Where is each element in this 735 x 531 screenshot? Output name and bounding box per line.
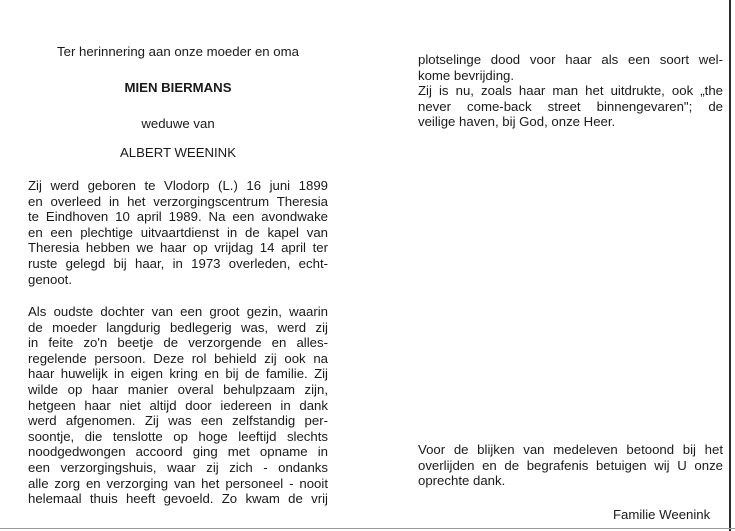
text-line: en overleed in het verzorgingscentrum Theresia xyxy=(28,193,328,209)
paragraph-biography-2 xyxy=(28,304,328,507)
scan-edge-right xyxy=(729,0,731,531)
deceased-name: MIEN BIERMANS xyxy=(124,80,232,95)
text-line: alle zorg en verzorging van het personeel - nooit xyxy=(28,475,328,491)
text-line: werd afgenomen. Zij was een zelfstandig per- xyxy=(28,413,328,429)
text-line: haar huwelijk in eigen kring en bij de familie. Zij xyxy=(28,366,328,382)
text-line: veilige haven, bij God, onze Heer. xyxy=(418,114,616,130)
text-line: in feite zo'n beetje de verzorgende en alles- xyxy=(28,335,328,351)
text-line: oprechte dank. xyxy=(418,473,506,489)
text-line: never come-back street binnengevaren"; de xyxy=(418,98,723,114)
paragraph-continuation xyxy=(418,52,723,130)
text-line: Zij is nu, zoals haar man het uitdrukte, ook „the xyxy=(418,83,723,99)
text-line: Theresia hebben we haar op vrijdag 14 april ter xyxy=(28,240,328,256)
text-line: ruste gelegd bij haar, in 1973 overleden, echt- xyxy=(28,255,328,271)
text-line: regelende persoon. Deze rol behield zij ook na xyxy=(28,350,328,366)
text-line: de moeder langdurig bedlegerig was, werd zij xyxy=(28,319,328,335)
text-line: soontje, die tenslotte op hoge leeftijd slechts xyxy=(28,428,328,444)
husband-name: ALBERT WEENINK xyxy=(119,145,237,160)
text-line: Zij werd geboren te Vlodorp (L.) 16 juni 1899 xyxy=(28,178,328,193)
text-line: plotselinge dood voor haar als een soort wel- xyxy=(418,52,723,67)
text-line: overlijden en de begrafenis betuigen wij U onze xyxy=(418,457,723,473)
paragraph-biography-1 xyxy=(28,178,328,287)
heading: Ter herinnering aan onze moeder en oma xyxy=(57,44,299,59)
text-line: hetgeen haar niet altijd door iedereen in dank xyxy=(28,397,328,413)
text-line: Voor de blijken van medeleven betoond bij het xyxy=(418,442,723,457)
paragraph-thanks xyxy=(418,442,723,489)
text-line: een verzorgingshuis, waar zij zich - ondanks xyxy=(28,459,328,475)
scan-edge-bottom xyxy=(0,528,735,529)
text-line: te Eindhoven 10 april 1989. Na een avondwake xyxy=(28,209,328,225)
text-line: helemaal thuis heeft gevoeld. Zo kwam de vrij xyxy=(28,491,328,507)
text-line: genoot. xyxy=(28,271,72,287)
widow-of-label: weduwe van xyxy=(141,116,215,131)
text-line: en een plechtige uitvaartdienst in de kapel van xyxy=(28,224,328,240)
text-line: noodgedwongen accoord ging met opname in xyxy=(28,444,328,460)
signature: Familie Weenink xyxy=(613,507,711,522)
text-line: wilde op haar manier overal behulpzaam zijn, xyxy=(28,381,328,397)
text-line: Als oudste dochter van een groot gezin, waarin xyxy=(28,304,328,319)
text-line: kome bevrijding. xyxy=(418,67,515,83)
